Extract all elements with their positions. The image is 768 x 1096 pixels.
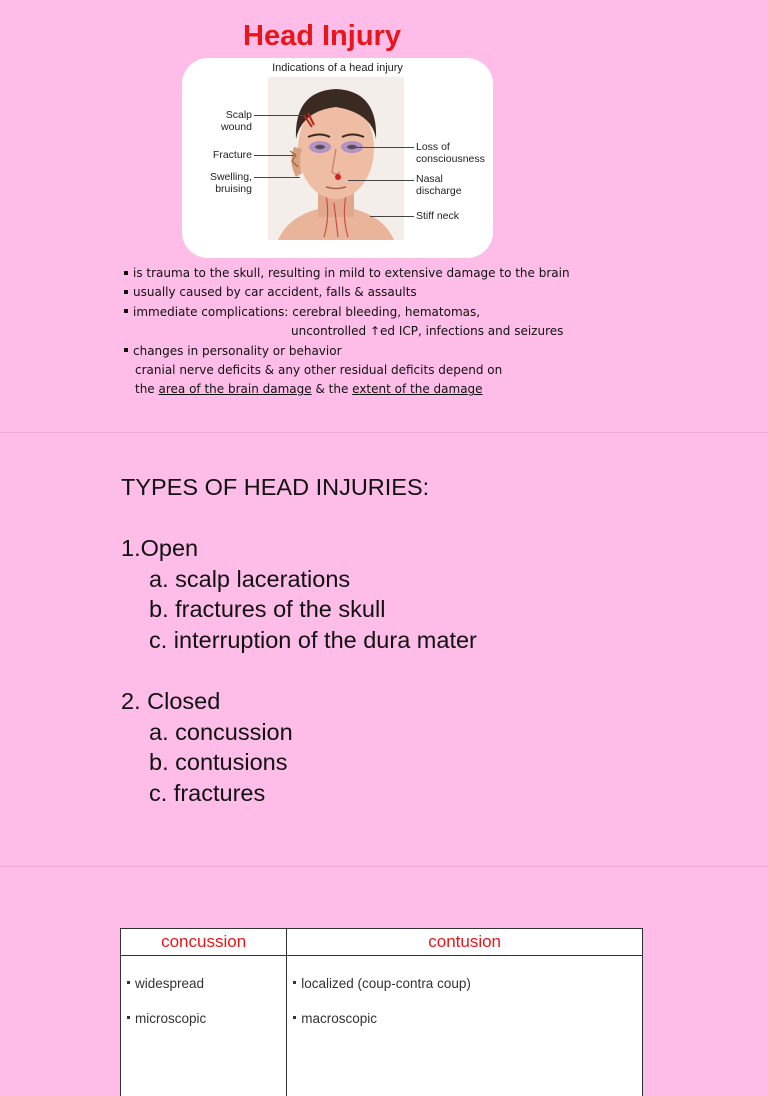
category-closed: 2. Closed (121, 686, 721, 717)
slide-divider (0, 432, 768, 433)
leader-line (254, 115, 304, 116)
list-item-continuation: the area of the brain damage & the extent of the damage (121, 380, 681, 399)
figure-caption: Indications of a head injury (182, 62, 493, 74)
label-swelling: Swelling, bruising (196, 171, 252, 195)
slide-divider (0, 866, 768, 867)
list-item: changes in personality or behavior (121, 342, 681, 361)
list-item: b. fractures of the skull (121, 594, 721, 625)
label-stiff-neck: Stiff neck (416, 210, 486, 222)
list-item: a. scalp lacerations (121, 564, 721, 595)
leader-line (370, 216, 414, 217)
list-item: c. fractures (121, 778, 721, 809)
label-nasal-discharge: Nasal discharge (416, 173, 486, 197)
list-item: b. contusions (121, 747, 721, 778)
leader-line (348, 180, 414, 181)
comparison-table (120, 928, 643, 1096)
description-list (121, 264, 681, 400)
table-header-concussion: concussion (121, 929, 287, 956)
list-item: immediate complications: cerebral bleeding, hematomas, (121, 303, 681, 322)
list-item: usually caused by car accident, falls & assaults (121, 283, 681, 302)
list-item: is trauma to the skull, resulting in mild to extensive damage to the brain (121, 264, 681, 283)
list-item: c. interruption of the dura mater (121, 625, 721, 656)
category-open: 1.Open (121, 533, 721, 564)
list-item: a. concussion (121, 717, 721, 748)
types-of-head-injuries (121, 472, 721, 809)
label-scalp-wound: Scalp wound (200, 109, 252, 133)
list-item-continuation: uncontrolled ↑ed ICP, infections and seizures (121, 322, 681, 341)
section-heading: TYPES OF HEAD INJURIES: (121, 472, 721, 503)
leader-line (254, 177, 300, 178)
table-header-contusion: contusion (287, 929, 643, 956)
underlined-phrase: area of the brain damage (159, 382, 312, 396)
list-item-continuation: cranial nerve deficits & any other residual deficits depend on (121, 361, 681, 380)
table-row (121, 956, 643, 1096)
leader-line (254, 155, 294, 156)
leader-line (356, 147, 414, 148)
table-cell: localized (coup-contra coup) macroscopic (287, 956, 643, 1096)
table-cell: widespread microscopic (121, 956, 287, 1096)
underlined-phrase: extent of the damage (352, 382, 482, 396)
label-fracture: Fracture (196, 149, 252, 161)
label-loss-of-consciousness: Loss of consciousness (416, 141, 496, 165)
page-title: Head Injury (0, 20, 644, 53)
